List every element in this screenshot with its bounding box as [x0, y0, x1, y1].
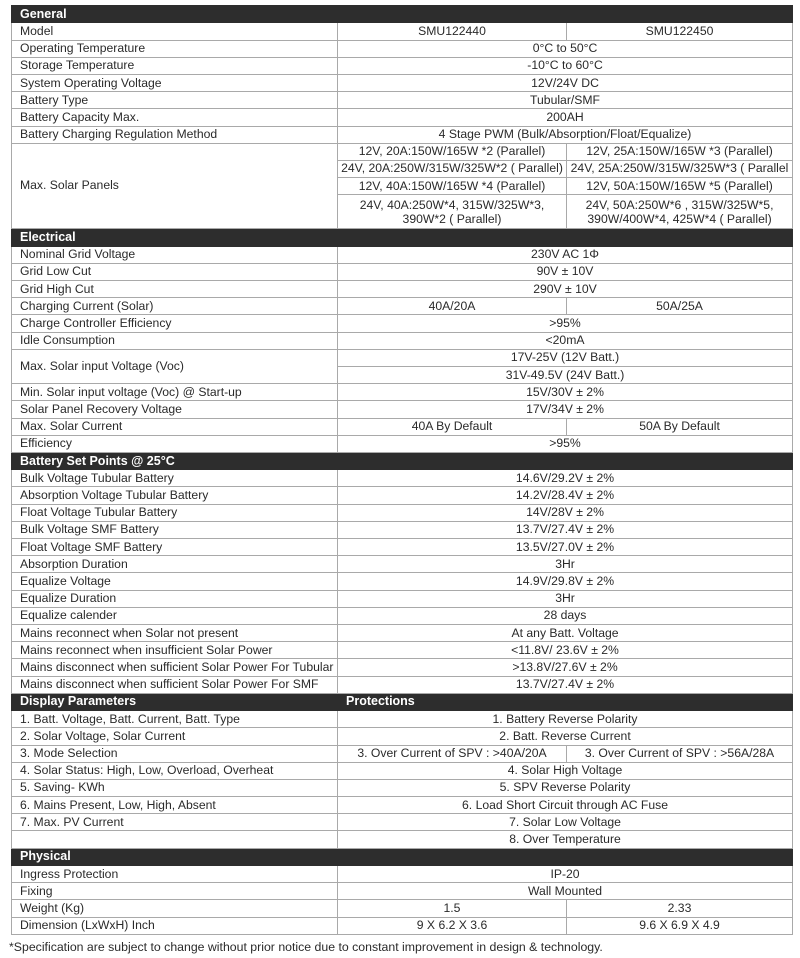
- row-label: Battery Charging Regulation Method: [12, 126, 338, 143]
- table-row: [12, 23, 793, 40]
- row-label: Operating Temperature: [12, 40, 338, 57]
- row-label: Ingress Protection: [12, 866, 338, 883]
- row-value: 15V/30V ± 2%: [338, 384, 793, 401]
- row-label: Mains reconnect when insufficient Solar Power: [12, 642, 338, 659]
- row-label: Charge Controller Efficiency: [12, 315, 338, 332]
- protection: 6. Load Short Circuit through AC Fuse: [338, 797, 793, 814]
- row-label: Mains disconnect when sufficient Solar Power For SMF: [12, 676, 338, 693]
- table-row: [12, 539, 793, 556]
- display-parameter: 5. Saving- KWh: [12, 779, 338, 796]
- row-value-a: 9 X 6.2 X 3.6: [338, 917, 567, 934]
- row-label: Battery Type: [12, 92, 338, 109]
- table-row: [12, 779, 793, 796]
- row-label: Idle Consumption: [12, 332, 338, 349]
- section-title: Battery Set Points @ 25°C: [12, 452, 793, 469]
- table-row: [12, 74, 793, 91]
- row-value: 12V/24V DC: [338, 74, 793, 91]
- model-b: SMU122450: [567, 23, 793, 40]
- row-label: Battery Capacity Max.: [12, 109, 338, 126]
- solar-panel-a: 12V, 40A:150W/165W *4 (Parallel): [338, 178, 567, 195]
- section-header-electrical: [12, 229, 793, 246]
- row-value: 230V AC 1Φ: [338, 246, 793, 263]
- table-row: [12, 143, 793, 160]
- row-value: IP-20: [338, 866, 793, 883]
- row-label: Weight (Kg): [12, 900, 338, 917]
- protection: 5. SPV Reverse Polarity: [338, 779, 793, 796]
- row-value: <20mA: [338, 332, 793, 349]
- row-value: 13.7V/27.4V ± 2%: [338, 521, 793, 538]
- row-value: 28 days: [338, 607, 793, 624]
- table-row: [12, 866, 793, 883]
- row-label: Model: [12, 23, 338, 40]
- table-row: [12, 281, 793, 298]
- row-label: Dimension (LxWxH) Inch: [12, 917, 338, 934]
- row-label: Grid High Cut: [12, 281, 338, 298]
- row-label: Max. Solar Current: [12, 418, 338, 435]
- row-label: Charging Current (Solar): [12, 298, 338, 315]
- solar-panel-b: 24V, 50A:250W*6 , 315W/325W*5, 390W/400W*4, 425W*4 ( Parallel): [567, 195, 793, 229]
- table-row: [12, 298, 793, 315]
- row-value-a: 40A By Default: [338, 418, 567, 435]
- row-value: 3Hr: [338, 556, 793, 573]
- row-label: Mains disconnect when sufficient Solar Power For Tubular: [12, 659, 338, 676]
- section-title-protections: Protections: [338, 693, 793, 710]
- row-value-b: 50A By Default: [567, 418, 793, 435]
- protection-b: 3. Over Current of SPV : >56A/28A: [567, 745, 793, 762]
- row-label: Absorption Duration: [12, 556, 338, 573]
- table-row: [12, 711, 793, 728]
- row-value: 31V-49.5V (24V Batt.): [338, 366, 793, 383]
- row-value: Tubular/SMF: [338, 92, 793, 109]
- table-row: [12, 92, 793, 109]
- table-row: [12, 401, 793, 418]
- row-label: Equalize calender: [12, 607, 338, 624]
- table-row: [12, 900, 793, 917]
- protection: 7. Solar Low Voltage: [338, 814, 793, 831]
- table-row: [12, 487, 793, 504]
- row-value: 290V ± 10V: [338, 281, 793, 298]
- display-parameter: 7. Max. PV Current: [12, 814, 338, 831]
- row-value: >13.8V/27.6V ± 2%: [338, 659, 793, 676]
- table-row: [12, 676, 793, 693]
- row-label: Efficiency: [12, 435, 338, 452]
- table-row: [12, 332, 793, 349]
- row-value-b: 2.33: [567, 900, 793, 917]
- row-label: Bulk Voltage SMF Battery: [12, 521, 338, 538]
- table-row: [12, 556, 793, 573]
- row-label: Solar Panel Recovery Voltage: [12, 401, 338, 418]
- row-value: 17V-25V (12V Batt.): [338, 349, 793, 366]
- row-value-b: 9.6 X 6.9 X 4.9: [567, 917, 793, 934]
- row-value: >95%: [338, 435, 793, 452]
- section-header-battery-set-points: [12, 452, 793, 469]
- table-row: [12, 573, 793, 590]
- row-value: 14.2V/28.4V ± 2%: [338, 487, 793, 504]
- section-header-physical: [12, 848, 793, 865]
- table-row: [12, 384, 793, 401]
- table-row: [12, 109, 793, 126]
- table-row: [12, 521, 793, 538]
- row-label: Equalize Voltage: [12, 573, 338, 590]
- row-label: Fixing: [12, 883, 338, 900]
- section-header-display-protections: [12, 693, 793, 710]
- row-value-a: 1.5: [338, 900, 567, 917]
- table-row: [12, 470, 793, 487]
- table-row: [12, 624, 793, 641]
- row-label: Max. Solar Panels: [12, 143, 338, 229]
- row-label: Min. Solar input voltage (Voc) @ Start-up: [12, 384, 338, 401]
- row-label: Grid Low Cut: [12, 263, 338, 280]
- table-row: [12, 57, 793, 74]
- table-row: [12, 883, 793, 900]
- table-row: [12, 246, 793, 263]
- row-value: 3Hr: [338, 590, 793, 607]
- display-parameter: 1. Batt. Voltage, Batt. Current, Batt. Type: [12, 711, 338, 728]
- protection: 4. Solar High Voltage: [338, 762, 793, 779]
- row-value: 200AH: [338, 109, 793, 126]
- protection-a: 3. Over Current of SPV : >40A/20A: [338, 745, 567, 762]
- row-label: Storage Temperature: [12, 57, 338, 74]
- row-value-a: 40A/20A: [338, 298, 567, 315]
- row-value: 14V/28V ± 2%: [338, 504, 793, 521]
- table-row: [12, 728, 793, 745]
- solar-panel-b: 12V, 25A:150W/165W *3 (Parallel): [567, 143, 793, 160]
- section-title-display: Display Parameters: [12, 693, 338, 710]
- row-label: Mains reconnect when Solar not present: [12, 624, 338, 641]
- row-value: 14.9V/29.8V ± 2%: [338, 573, 793, 590]
- row-label: System Operating Voltage: [12, 74, 338, 91]
- row-label: Equalize Duration: [12, 590, 338, 607]
- table-row: [12, 435, 793, 452]
- table-row: [12, 349, 793, 366]
- table-row: [12, 590, 793, 607]
- row-value: 14.6V/29.2V ± 2%: [338, 470, 793, 487]
- table-row: [12, 659, 793, 676]
- table-row: [12, 504, 793, 521]
- row-value: 0°C to 50°C: [338, 40, 793, 57]
- row-label: Max. Solar input Voltage (Voc): [12, 349, 338, 383]
- solar-panel-a: 24V, 40A:250W*4, 315W/325W*3, 390W*2 ( Parallel): [338, 195, 567, 229]
- specification-table: [11, 5, 793, 935]
- row-value-b: 50A/25A: [567, 298, 793, 315]
- display-parameter: [12, 831, 338, 848]
- row-value: <11.8V/ 23.6V ± 2%: [338, 642, 793, 659]
- row-value: 13.7V/27.4V ± 2%: [338, 676, 793, 693]
- row-value: 13.5V/27.0V ± 2%: [338, 539, 793, 556]
- solar-panel-a: 12V, 20A:150W/165W *2 (Parallel): [338, 143, 567, 160]
- row-value: -10°C to 60°C: [338, 57, 793, 74]
- display-parameter: 3. Mode Selection: [12, 745, 338, 762]
- solar-panel-b: 24V, 25A:250W/315W/325W*3 ( Parallel: [567, 160, 793, 177]
- row-label: Absorption Voltage Tubular Battery: [12, 487, 338, 504]
- table-row: [12, 315, 793, 332]
- table-row: [12, 418, 793, 435]
- table-row: [12, 40, 793, 57]
- footnote: *Specification are subject to change without prior notice due to constant improvement in design & technology.: [9, 940, 603, 954]
- protection: 8. Over Temperature: [338, 831, 793, 848]
- solar-panel-a: 24V, 20A:250W/315W/325W*2 ( Parallel): [338, 160, 567, 177]
- row-label: Float Voltage SMF Battery: [12, 539, 338, 556]
- row-value: 4 Stage PWM (Bulk/Absorption/Float/Equalize): [338, 126, 793, 143]
- row-value: 17V/34V ± 2%: [338, 401, 793, 418]
- display-parameter: 6. Mains Present, Low, High, Absent: [12, 797, 338, 814]
- row-value: Wall Mounted: [338, 883, 793, 900]
- row-label: Bulk Voltage Tubular Battery: [12, 470, 338, 487]
- display-parameter: 2. Solar Voltage, Solar Current: [12, 728, 338, 745]
- table-row: [12, 917, 793, 934]
- table-row: [12, 797, 793, 814]
- row-value: >95%: [338, 315, 793, 332]
- row-label: Float Voltage Tubular Battery: [12, 504, 338, 521]
- table-row: [12, 642, 793, 659]
- protection: 1. Battery Reverse Polarity: [338, 711, 793, 728]
- table-row: [12, 126, 793, 143]
- section-title: General: [12, 6, 793, 23]
- row-label: Nominal Grid Voltage: [12, 246, 338, 263]
- table-row: [12, 263, 793, 280]
- section-title: Physical: [12, 848, 793, 865]
- table-row: [12, 745, 793, 762]
- section-header-general: [12, 6, 793, 23]
- row-value: 90V ± 10V: [338, 263, 793, 280]
- table-row: [12, 831, 793, 848]
- protection: 2. Batt. Reverse Current: [338, 728, 793, 745]
- row-value: At any Batt. Voltage: [338, 624, 793, 641]
- table-row: [12, 607, 793, 624]
- table-row: [12, 762, 793, 779]
- table-row: [12, 814, 793, 831]
- display-parameter: 4. Solar Status: High, Low, Overload, Overheat: [12, 762, 338, 779]
- solar-panel-b: 12V, 50A:150W/165W *5 (Parallel): [567, 178, 793, 195]
- section-title: Electrical: [12, 229, 793, 246]
- model-a: SMU122440: [338, 23, 567, 40]
